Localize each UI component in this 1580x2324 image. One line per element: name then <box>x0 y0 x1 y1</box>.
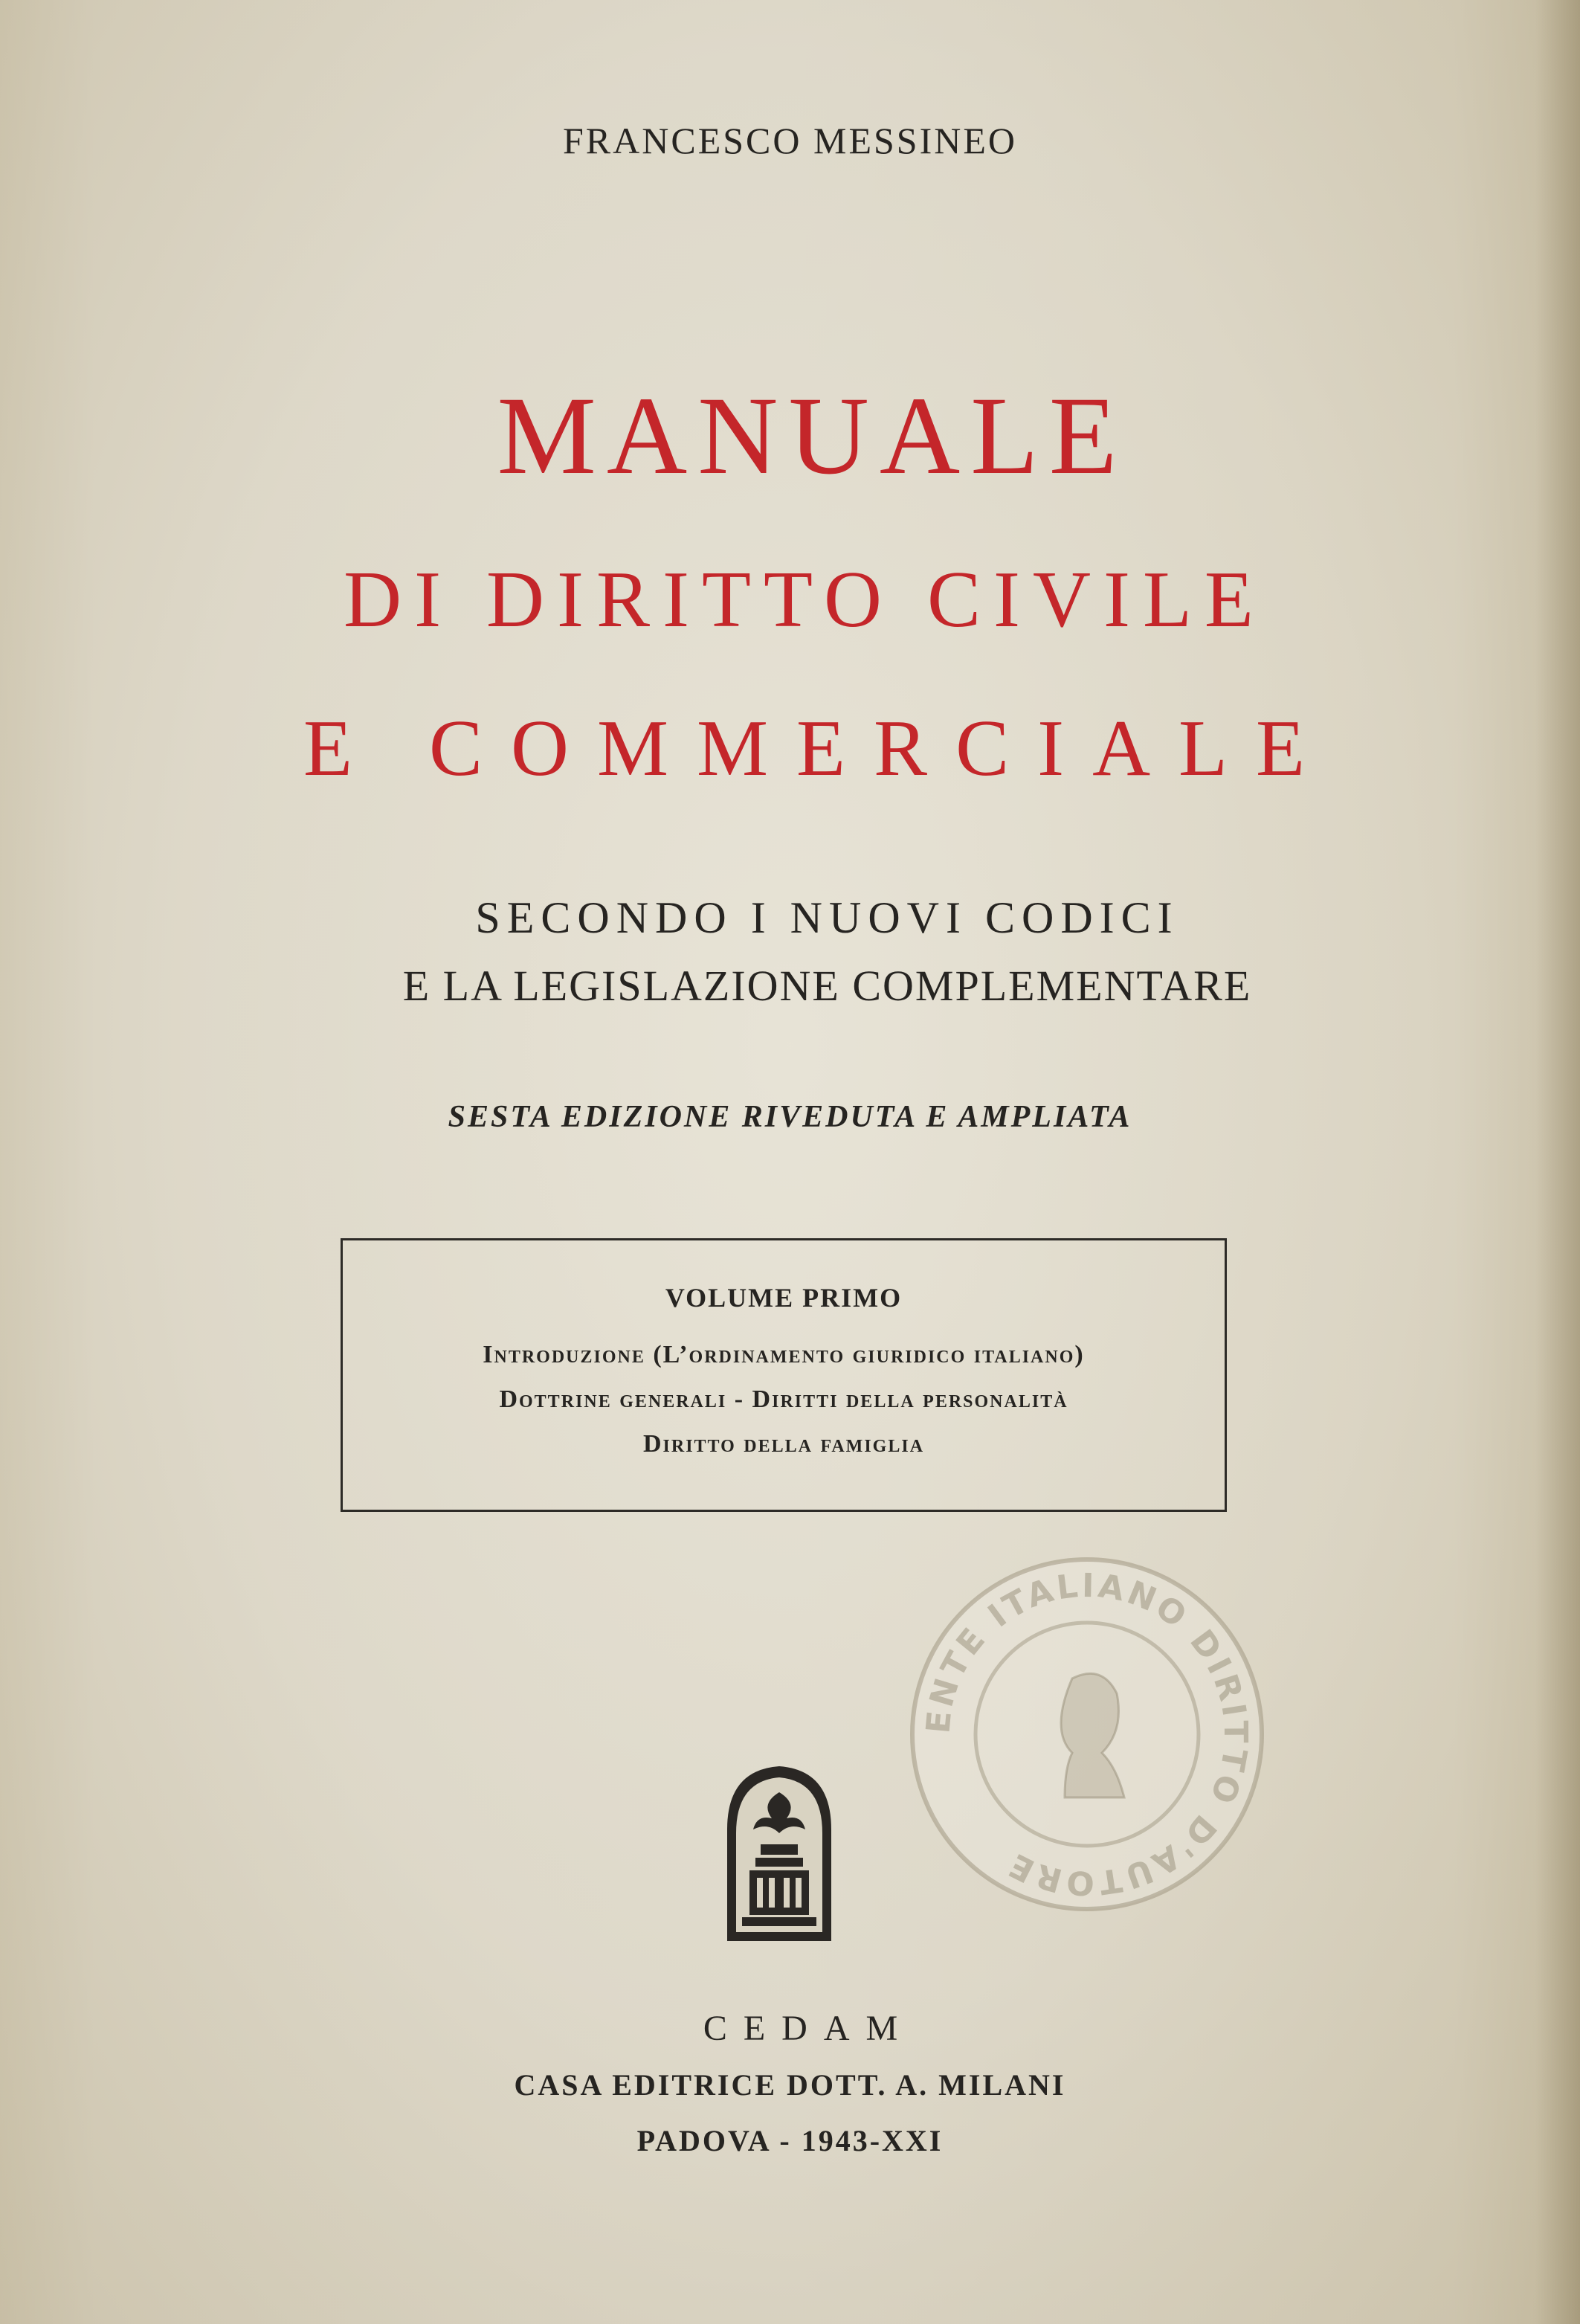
subtitle-line-1: SECONDO I NUOVI CODICI <box>475 893 1179 942</box>
edition-note: SESTA EDIZIONE RIVEDUTA E AMPLIATA <box>448 1100 1132 1134</box>
volume-contents-line-2: Dottrine generali - Diritti della personalità <box>499 1385 1068 1413</box>
embossed-seal-stamp <box>901 1548 1273 1920</box>
book-title-line-3: E COMMERCIALE <box>303 704 1333 793</box>
publisher-name: CEDAM <box>703 2009 915 2048</box>
book-title-line-2: DI DIRITTO CIVILE <box>344 556 1266 644</box>
subtitle-line-2: E LA LEGISLAZIONE COMPLEMENTARE <box>402 962 1252 1010</box>
volume-contents-line-1: Introduzione (L’ordinamento giuridico italiano) <box>483 1341 1085 1368</box>
volume-title: VOLUME PRIMO <box>665 1283 903 1313</box>
author-name: FRANCESCO MESSINEO <box>562 120 1018 161</box>
publisher-place-date: PADOVA - 1943-XXI <box>636 2124 944 2157</box>
volume-box <box>341 1238 1227 1512</box>
publisher-emblem-icon <box>720 1763 839 1948</box>
page-edge-shadow <box>1535 0 1580 2324</box>
stamp-text: ENTE ITALIANO DIRITTO D'AUTORE <box>919 1566 1255 1902</box>
volume-contents-line-3: Diritto della famiglia <box>642 1430 925 1458</box>
book-title-line-1: MANUALE <box>497 374 1128 498</box>
publisher-house: CASA EDITRICE DOTT. A. MILANI <box>514 2068 1066 2102</box>
